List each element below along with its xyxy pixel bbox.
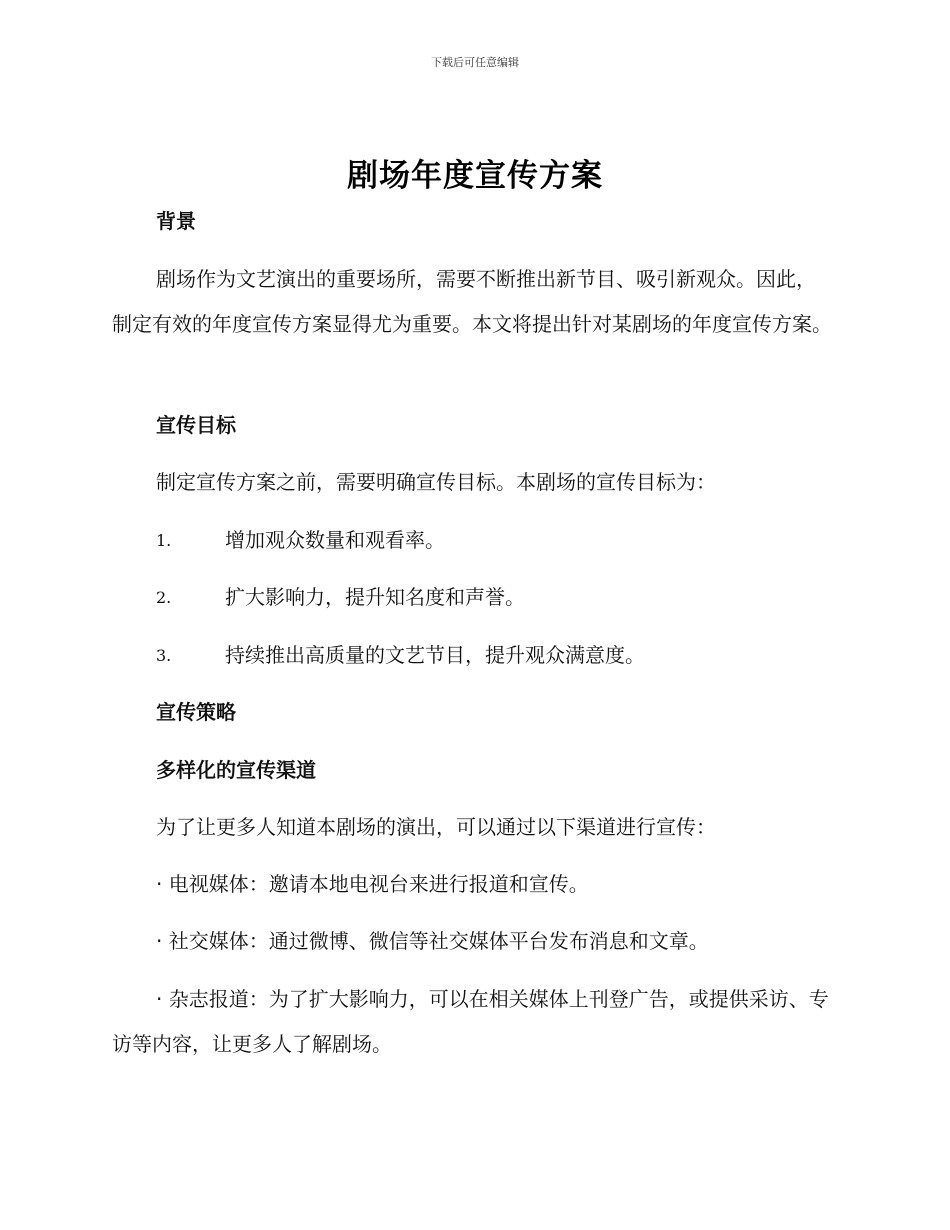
background-paragraph: 剧场作为文艺演出的重要场所，需要不断推出新节目、吸引新观众。因此，制定有效的年度宣传方案显得尤为重要。本文将提出针对某剧场的年度宣传方案。 xyxy=(112,267,832,336)
bullet-item-social: · 社交媒体：通过微博、微信等社交媒体平台发布消息和文章。 xyxy=(156,929,709,953)
list-item-number: 1. xyxy=(156,531,172,550)
list-item-number: 3. xyxy=(156,646,172,665)
list-item-number: 2. xyxy=(156,588,172,607)
goals-intro: 制定宣传方案之前，需要明确宣传目标。本剧场的宣传目标为： xyxy=(156,470,716,494)
document-title: 剧场年度宣传方案 xyxy=(347,158,603,194)
section-heading-goals: 宣传目标 xyxy=(156,413,236,437)
page-header-note: 下载后可任意编辑 xyxy=(431,56,519,69)
subsection-heading-channels: 多样化的宣传渠道 xyxy=(156,758,316,782)
list-item-text: 持续推出高质量的文艺节目，提升观众满意度。 xyxy=(225,643,645,667)
bullet-item-tv: · 电视媒体：邀请本地电视台来进行报道和宣传。 xyxy=(156,872,589,896)
list-item-text: 增加观众数量和观看率。 xyxy=(225,528,445,552)
list-item-text: 扩大影响力，提升知名度和声誉。 xyxy=(225,585,525,609)
bullet-item-magazine: · 杂志报道：为了扩大影响力，可以在相关媒体上刊登广告，或提供采访、专访等内容，让更多人了解剧场。 xyxy=(112,987,829,1056)
section-heading-strategy: 宣传策略 xyxy=(156,700,236,724)
section-heading-background: 背景 xyxy=(156,209,196,233)
strategy-intro: 为了让更多人知道本剧场的演出，可以通过以下渠道进行宣传： xyxy=(156,815,716,839)
